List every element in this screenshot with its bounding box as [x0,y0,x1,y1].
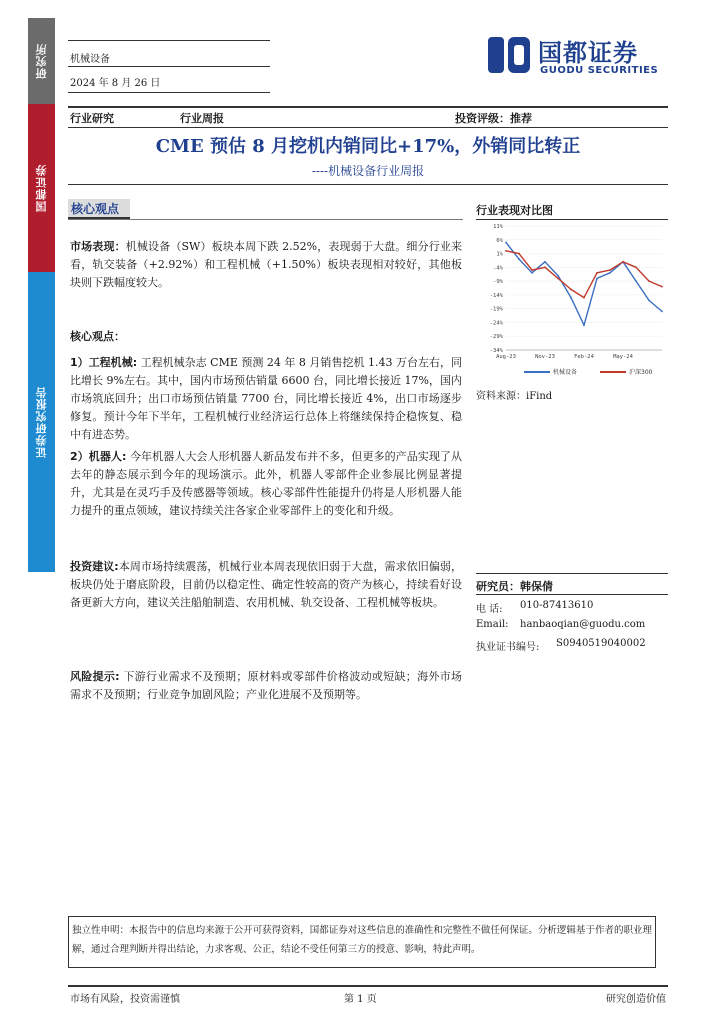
series-point [583,297,585,299]
report-date: 2024 年 8 月 26 日 [70,78,161,89]
point1-label: 1）工程机械: [70,356,138,369]
category-weekly: 行业周报 [180,112,224,125]
researcher-rule-bottom [476,594,668,595]
core-rule [68,219,463,220]
logo-text-en: GUODU SECURITIES [540,65,659,76]
industry-label: 机械设备 [70,54,110,65]
cert-label: 执业证书编号: [476,642,540,653]
page-number: 第 1 页 [344,994,377,1005]
header-rule-bottom [68,92,270,93]
point-construction-machinery [70,354,462,444]
performance-chart [476,220,668,382]
phone-label: 电 话: [476,604,503,615]
footer-slogan: 研究创造价值 [606,994,666,1005]
core-heading: 核心观点 [71,202,120,216]
x-tick-label: Nov-23 [535,354,555,360]
chart-source: 资料来源：iFind [476,391,553,402]
logo-text-cn: 国都证券 [538,39,638,67]
company-logo [486,33,666,83]
series-point [557,277,559,279]
series-point [596,277,598,279]
y-tick-label: 1% [496,251,503,258]
series-point [544,261,546,263]
category-rule-bottom [68,127,668,128]
risk-label: 风险提示: [70,670,120,683]
market-performance-label: 市场表现： [70,240,126,253]
report-title: CME 预估 8 月挖机内销同比+17%，外销同比转正 [155,136,581,157]
series-line-0 [506,243,662,326]
sidebar-institute-label: 研究所 [34,43,48,79]
disclaimer-text: 独立性申明：本报告中的信息均来源于公开可获得资料，国都证券对这些信息的准确性和完整性不做任何保证。分析逻辑基于作者的职业理解，通过合理判断并得出结论，力求客观、公正，结论不受任何第三方的授意、影响，特此声明。 [72,925,652,955]
investment-rating: 投资评级：推荐 [455,112,532,125]
y-tick-label: -14% [489,292,503,299]
series-line-1 [506,251,662,298]
legend-label-0: 机械设备 [553,369,578,376]
point1-text: 工程机械杂志 CME 预测 24 年 8 月销售挖机 1.43 万台左右，同比增长 9%左右。其中，国内市场预估销量 6600 台，同比增长接近 17%，国内市场筑底回升；出口市场预估销量 7700 台，同比增长接近 4%，出口市场逐步修复。预计今年下半年，工程机械行业经济运行总体上将继续保持企稳恢复、稳中有进态势。 [70,356,463,441]
footer-rule [68,985,668,987]
footer-risk: 市场有风险，投资需谨慎 [70,994,180,1005]
series-point [648,280,650,282]
market-performance-text: 机械设备（SW）板块本周下跌 2.52%，表现弱于大盘。细分行业来看，轨交装备（+2.92%）和工程机械（+1.50%）板块表现相对较好，其他板块则下跌幅度较大。 [70,240,463,289]
core-heading-box [68,199,130,219]
chart-title: 行业表现对比图 [476,204,553,217]
y-tick-label: 11% [493,224,503,230]
y-tick-label: -34% [489,348,503,354]
disclaimer-box [68,916,656,968]
market-performance-paragraph [70,238,462,292]
series-point [570,297,572,299]
x-tick-label: May-24 [613,354,633,360]
logo-mark-icon [486,33,534,77]
series-point [583,324,585,326]
x-tick-label: Feb-24 [574,354,594,360]
y-tick-label: -29% [489,334,503,341]
legend-label-1: 沪深300 [629,369,653,376]
report-subtitle: ----机械设备行业周报 [311,164,425,178]
email-value[interactable]: hanbaoqian@guodu.com [520,619,646,630]
title-rule [68,184,668,185]
series-point [622,261,624,263]
series-point [661,311,663,313]
series-point [635,266,637,268]
email-label: Email: [476,619,509,630]
series-point [635,280,637,282]
series-point [661,286,663,288]
series-point [505,250,507,252]
sidebar-report-type-label: 证券研究报告 [34,386,48,458]
y-tick-label: -4% [493,265,503,272]
series-point [609,272,611,274]
sidebar-company-label: 国都证券 [34,164,48,212]
series-point [505,242,507,244]
x-tick-label: Aug-23 [496,354,516,360]
core-points-label-wrap [70,328,462,346]
cert-value: S0940519040002 [556,638,646,649]
y-tick-label: 6% [496,237,503,244]
y-tick-label: -24% [489,320,503,327]
sidebar-institute [28,18,55,104]
phone-value: 010-87413610 [520,600,594,611]
advice-label: 投资建议: [70,560,119,573]
sidebar-company [28,104,55,272]
core-points-label: 核心观点： [70,330,125,343]
y-tick-label: -9% [493,279,503,286]
header-rule-middle [68,66,270,67]
series-point [596,272,598,274]
series-point [609,269,611,271]
advice-text: 本周市场持续震荡，机械行业本周表现依旧弱于大盘，需求依旧偏弱，板块仍处于磨底阶段，目前仍以稳定性、确定性较高的资产为核心，持续看好设备更新大方向，建议关注船舶制造、农用机械、轨交设备、工程机械等板块。 [70,560,462,609]
risk-warning [70,668,462,704]
header-rule-top [68,40,270,41]
point2-label: 2）机器人: [70,450,127,463]
series-point [544,266,546,268]
category-rule-top [68,106,668,108]
series-point [531,269,533,271]
series-point [648,300,650,302]
category-research: 行业研究 [70,112,114,125]
sidebar-report-type [28,272,55,572]
researcher-rule-top [476,573,668,574]
y-tick-label: -19% [489,306,503,313]
point-robotics [70,448,462,520]
researcher-name: 研究员：韩保倩 [476,580,553,593]
series-point [518,258,520,260]
risk-text: 下游行业需求不及预期；原材料或零部件价格波动或短缺；海外市场需求不及预期；行业竞争加剧风险；产业化进展不及预期等。 [70,670,462,701]
series-point [531,272,533,274]
series-point [557,275,559,277]
series-point [570,288,572,290]
series-point [518,253,520,255]
point2-text: 今年机器人大会人形机器人新品发布并不多，但更多的产品实现了从去年的静态展示到今年的现场演示。此外，机器人零部件企业参展比例显著提升，尤其是在灵巧手及传感器等领域。核心零部件性能提升仍将是人形机器人能力提升的重点领域，建议持续关注各家企业零部件上的变化和升级。 [70,450,463,517]
investment-advice [70,558,462,612]
